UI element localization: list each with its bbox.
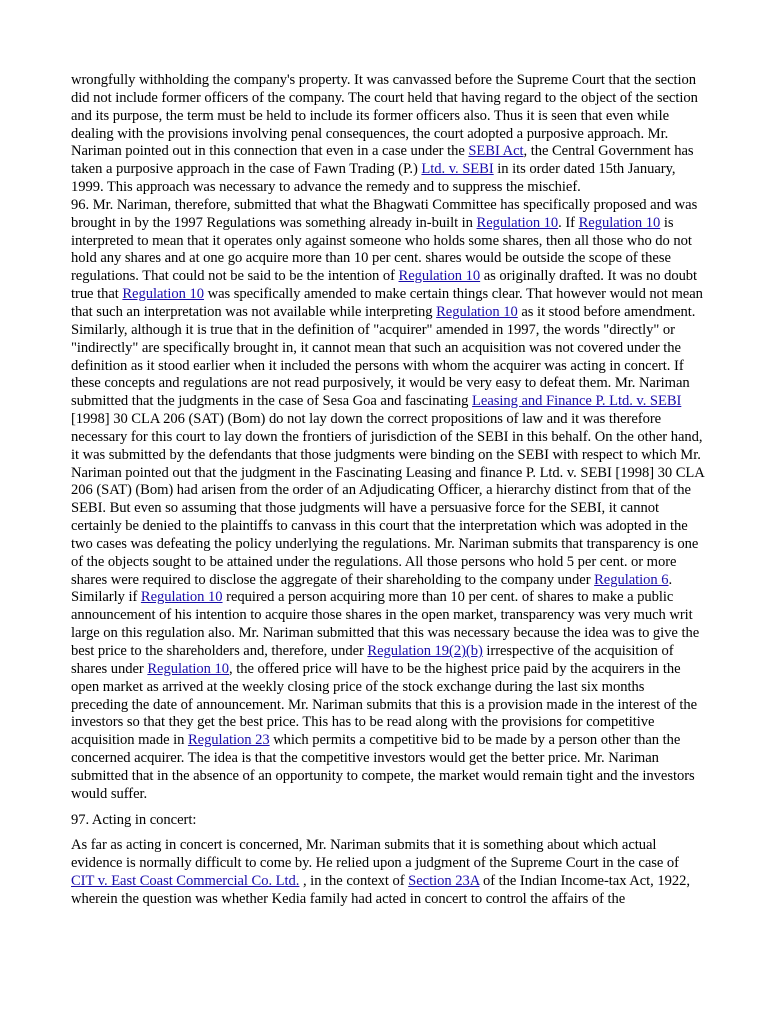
link-section-23a[interactable]: Section 23A [408,873,480,890]
link-cit-v-east-coast[interactable]: CIT v. East Coast Commercial Co. Ltd. [71,873,300,890]
text-run: . Similarly if [71,571,673,606]
text-run: . If [558,214,579,231]
link-regulation-10[interactable]: Regulation 10 [436,303,518,320]
text-run: is interpreted to mean that it operates only against someone who holds some shares, then all those who do not hold any shares and at one go acquire more than 10 per cent. shares would be outside the scope of these regulations. That could not be said to be the intention of [71,214,692,285]
link-regulation-23[interactable]: Regulation 23 [187,732,270,749]
text-run: , the offered price will have to be the highest price paid by the acquirers in the open market as arrived at the weekly closing price of the stock exchange during the last six months preceding the date of announcement. Mr. Nariman submits that this is a provision made in the interest of the investors so that they get the best price. This has to be read along with the provisions for competitive acquisition made in [71,660,698,749]
text-run: which permits a competitive bid to be made by a person other than the concerned acquirer. The idea is that the competitive investors would get the better price. Mr. Nariman submitted that in the absence of an opportunity to compete, the market would remain tight and the investors would suffer. [71,732,695,802]
link-regulation-10[interactable]: Regulation 10 [476,214,559,231]
text-run: , the Central Government has taken a purposive approach in the case of Fawn Trading (P.) [71,143,694,178]
text-run: of the Indian Income-tax Act, 1922, wherein the question was whether Kedia family had acted in concert to control the affairs of the [71,873,690,907]
text-run: was specifically amended to make certain things clear. That however would not mean that such an interpretation was not available while interpreting [71,286,703,320]
document-body [71,72,705,909]
link-leasing-finance-v-sebi[interactable]: Leasing and Finance P. Ltd. v. SEBI [472,393,682,410]
text-run: required a person acquiring more than 10 per cent. of shares to make a public announcement of his intention to acquire those shares in the open market, transparency was very much writ large on this regulation also. Mr. Nariman submitted that this was necessary because the idea was to give the best price to the shareholders and, therefore, under [71,589,700,659]
link-regulation-10[interactable]: Regulation 10 [398,268,481,285]
link-regulation-19-2-b[interactable]: Regulation 19(2)(b) [367,643,483,659]
link-regulation-10[interactable]: Regulation 10 [578,214,661,231]
link-regulation-6[interactable]: Regulation 6 [594,571,669,588]
link-regulation-10[interactable]: Regulation 10 [122,286,205,303]
link-regulation-10[interactable]: Regulation 10 [147,660,229,677]
section-heading-97 [71,812,705,830]
text-run: 97. Acting in concert: [71,811,197,828]
text-run: 96. Mr. Nariman, therefore, submitted that what the Bhagwati Committee has specifically proposed and was brought in by the 1997 Regulations was something already in-built in [71,196,698,231]
text-run: , in the context of [299,873,409,890]
text-run: as it stood before amendment. Similarly, although it is true that in the definition of "acquirer" amended in 1997, the words "directly" or "indirectly" are specifically brought in, it cannot mean that such an acquisition was not covered under the definition as it stood earlier when it included the persons with whom the acquirer was acting in concert. If these concepts and regulations are not read purposively, it would be very easy to defeat them. Mr. Nariman submitted that the judgments in the case of Sesa Goa and fascinating [71,303,696,410]
text-run: wrongfully withholding the company's property. It was canvassed before the Supreme Court that the section did not include former officers of the company. The court held that having regard to the object of the section and its purpose, the term must be held to include its former officers also. Thus it is seen that even while dealing with the provisions involving penal consequences, the court adopted a purposive approach. Mr. Nariman pointed out in this connection that even in a case under the [71,72,698,160]
text-run: [1998] 30 CLA 206 (SAT) (Bom) do not lay down the correct propositions of law and it was therefore necessary for this court to lay down the frontiers of jurisdiction of the SEBI in this behalf. On the other hand, it was submitted by the defendants that those judgments were binding on the SEBI with respect to which Mr. Nariman pointed out that the judgment in the Fascinating Leasing and finance P. Ltd. v. SEBI [1998] 30 CLA 206 (SAT) (Bom) had arisen from the order of an Adjudicating Officer, a hierarchy distinct from that of the SEBI. But even so assuming that those judgments will have a persuasive force for the SEBI, it cannot certainly be denied to the plaintiffs to canvass in this court that the interpretation which was adopted in the two cases was defeating the policy underlying the regulations. Mr. Nariman submits that transparency is one of the objects sought to be attained under the regulations. All those persons who hold 5 per cent. or more shares were required to disclose the aggregate of their shareholding to the company under [71,411,704,588]
text-run: in its order dated 15th January, 1999. This approach was necessary to advance the remedy and to suppress the mischief. [71,161,676,196]
link-sebi-act[interactable]: SEBI Act [468,143,524,160]
text-run: As far as acting in concert is concerned, Mr. Nariman submits that it is something about which actual evidence is normally difficult to come by. He relied upon a judgment of the Supreme Court in the case of [71,837,679,872]
paragraph-purposive-approach [71,72,705,197]
text-run: irrespective of the acquisition of shares under [71,643,674,677]
link-regulation-10[interactable]: Regulation 10 [140,589,223,606]
paragraph-acting-in-concert [71,837,705,908]
paragraph-96 [71,197,705,804]
link-ltd-v-sebi[interactable]: Ltd. v. SEBI [421,161,494,178]
text-run: as originally drafted. It was no doubt true that [71,268,698,303]
